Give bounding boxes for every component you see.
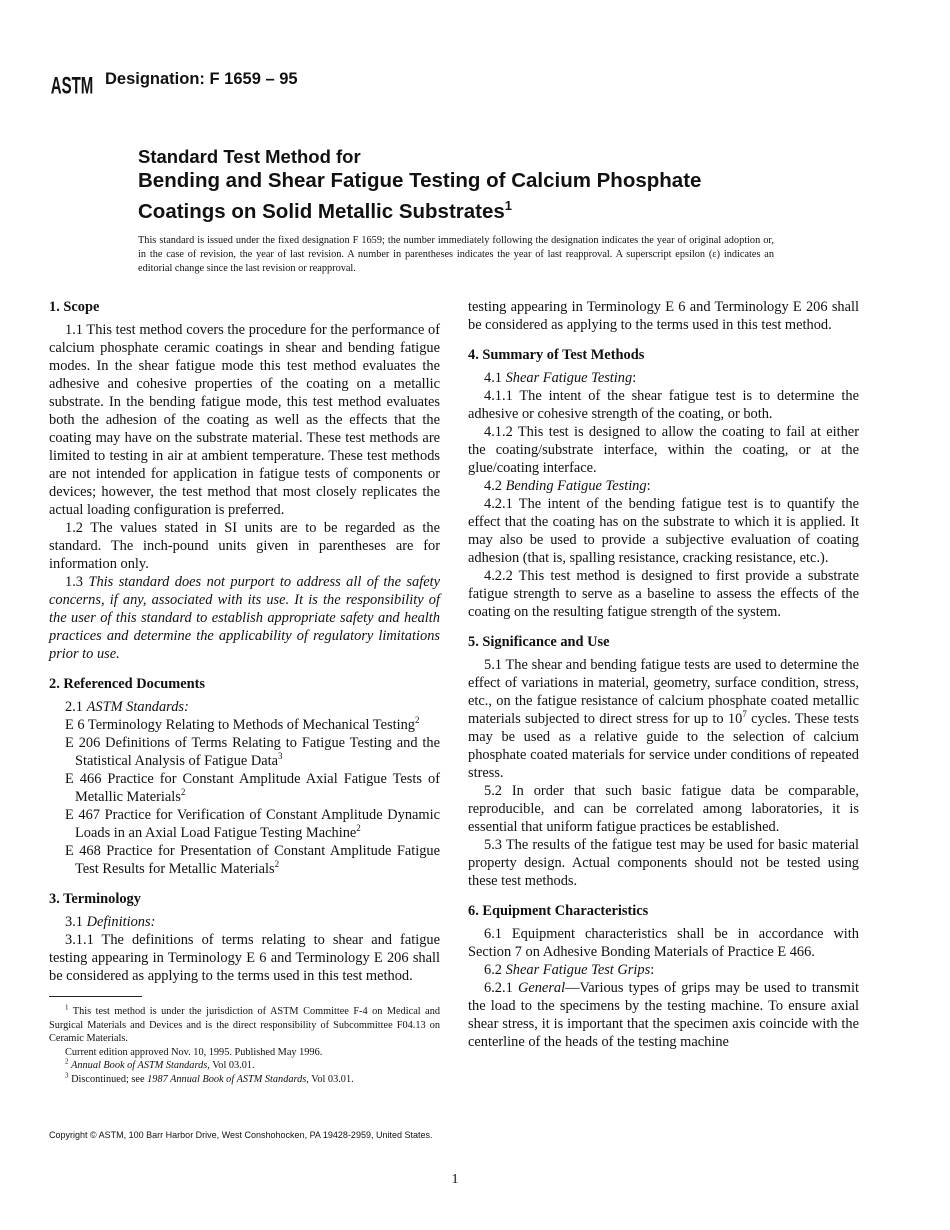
footnote-2: $^2$ Annual Book of ASTM Standards, Vol 03.01. (65, 1057, 255, 1071)
page-number: 1 (451, 1172, 459, 1187)
section-heading-terminology: 3. Terminology (49, 891, 141, 907)
footnotes (49, 1005, 440, 1086)
footnote-3: $^3$ Discontinued; see 1987 Annual Book of ASTM Standards, Vol 03.01. (65, 1071, 354, 1085)
section-heading-summary: 4. Summary of Test Methods (468, 347, 645, 363)
paragraph-5-2: 5.2 In order that such basic fatigue data be comparable, reproducible, and can be correlated among laboratories, it is essential that uniform fatigue practices be established. (468, 783, 859, 835)
left-column (49, 298, 440, 984)
reference-item: E 6 Terminology Relating to Methods of Mechanical Testing$^2$ (65, 715, 420, 733)
footnote-approval: Current edition approved Nov. 10, 1995. Published May 1996. (65, 1046, 323, 1058)
reference-item: E 466 Practice for Constant Amplitude Axial Fatigue Tests of Metallic Materials$^2$ (65, 771, 440, 805)
paragraph-6-1: 6.1 Equipment characteristics shall be in accordance with Section 7 on Adhesive Bonding Materials of Practice E 466. (468, 926, 859, 960)
astm-logo-text: ASTM (50, 73, 94, 100)
astm-logo (48, 63, 96, 109)
subsection-4-1: 4.1 Shear Fatigue Testing: (484, 370, 637, 386)
footnote-1: $^1$ This test method is under the jurisdiction of ASTM Committee F-4 on Medical and Surgical Materials and Devices and is the direct responsibility of Subcommittee F04.13 on Ceramic Materials. (49, 1003, 440, 1044)
title-line-1: Standard Test Method for (138, 146, 361, 167)
title-line-2: Bending and Shear Fatigue Testing of Calcium Phosphate (138, 169, 702, 192)
paragraph-4-1-2: 4.1.2 This test is designed to allow the coating to fail at either the coating/substrate interface, within the coating, or at the glue/coating interface. (468, 424, 859, 476)
title-footnote-mark: 1 (504, 198, 513, 213)
subsection-2-1: 2.1 ASTM Standards: (65, 699, 189, 715)
document-title (138, 146, 858, 224)
reference-item: E 468 Practice for Presentation of Constant Amplitude Fatigue Test Results for Metallic Materials$^2$ (65, 843, 440, 877)
reference-item: E 206 Definitions of Terms Relating to Fatigue Testing and the Statistical Analysis of Fatigue Data$^3$ (65, 735, 440, 769)
subsection-4-2: 4.2 Bending Fatigue Testing: (484, 478, 651, 494)
paragraph-6-2-1: 6.2.1 General—Various types of grips may be used to transmit the load to the specimens by the testing machine. To ensure axial shear stress, it is important that the specimen axis coincide with the centerline of the heads of the testing machine (468, 980, 859, 1050)
footnote-rule (49, 996, 142, 997)
paragraph-1-2: 1.2 The values stated in SI units are to be regarded as the standard. The inch-pound units given in parentheses are for information only. (49, 520, 440, 572)
subsection-6-2: 6.2 Shear Fatigue Test Grips: (484, 962, 655, 978)
section-heading-equipment: 6. Equipment Characteristics (468, 903, 649, 919)
paragraph-5-1: 5.1 The shear and bending fatigue tests are used to determine the effect of variations in material, geometry, surface condition, stress, etc., on the fatigue resistance of calcium phosphate coated metallic materials subjected to direct stress for up to $10^7$ cycles. These tests may be used as a relative guide to the selection of calcium phosphate coated materials for service under conditions of repeated stress. (468, 657, 859, 781)
subsection-3-1: 3.1 Definitions: (65, 914, 156, 930)
paragraph-1-3: 1.3 This standard does not purport to address all of the safety concerns, if any, associated with its use. It is the responsibility of the user of this standard to establish appropriate safety and health practices and determine the applicability of regulatory limitations prior to use. (49, 574, 440, 662)
designation: Designation: F 1659 – 95 (105, 70, 298, 88)
right-column (468, 298, 859, 1051)
paragraph-4-1-1: 4.1.1 The intent of the shear fatigue test is to determine the adhesive or cohesive strength of the coating, or both. (468, 388, 859, 422)
section-heading-scope: 1. Scope (49, 299, 100, 315)
paragraph-1-1: 1.1 This test method covers the procedure for the performance of calcium phosphate ceramic coatings in shear and bending fatigue modes. In the shear fatigue mode this test method evaluates the adhesive and cohesive properties of the coating on a metallic substrate. In the bending fatigue mode, this test method evaluates both the adhesion of the coating as well as the effects that the coating may have on the substrate material. These test methods are limited to testing in air at ambient temperature. These test methods are not intended for application in fatigue tests of components or devices; however, the test method that most closely replicates the actual loading configuration is preferred. (49, 322, 440, 518)
title-line-3: Coatings on Solid Metallic Substrates$^1$ (138, 198, 513, 223)
paragraph-4-2-1: 4.2.1 The intent of the bending fatigue test is to quantify the effect that the coating has on the substrate to which it is applied. It may also be used to provide a subjective evaluation of coating adhesion (that is, spalling resistance, cracking resistance, etc.). (468, 496, 859, 566)
paragraph-3-1-1-continued: testing appearing in Terminology E 6 and Terminology E 206 shall be considered as applying to the terms used in this test method. (468, 299, 859, 333)
paragraph-3-1-1: 3.1.1 The definitions of terms relating to shear and fatigue testing appearing in Terminology E 6 and Terminology E 206 shall be considered as applying to the terms used in this test method. (49, 932, 440, 984)
reference-item: E 467 Practice for Verification of Constant Amplitude Dynamic Loads in an Axial Load Fatigue Testing Machine$^2$ (65, 807, 440, 841)
section-heading-referenced-documents: 2. Referenced Documents (49, 676, 205, 692)
copyright-notice: Copyright © ASTM, 100 Barr Harbor Drive, West Conshohocken, PA 19428-2959, United States. (49, 1130, 433, 1140)
standard-notice: This standard is issued under the fixed designation F 1659; the number immediately following the designation indicates the year of original adoption or, in the case of revision, the year of last revision. A number in parentheses indicates the year of last reapproval. A superscript epsilon (ε) indicates an editorial change since the last revision or reapproval. (138, 235, 774, 274)
section-heading-significance: 5. Significance and Use (468, 634, 610, 650)
paragraph-4-2-2: 4.2.2 This test method is designed to first provide a substrate fatigue strength to serve as a baseline to assess the effects of the coating on the resulting fatigue strength of the system. (468, 568, 859, 620)
paragraph-5-3: 5.3 The results of the fatigue test may be used for basic material property design. Actual components should not be tested using these test methods. (468, 837, 859, 889)
